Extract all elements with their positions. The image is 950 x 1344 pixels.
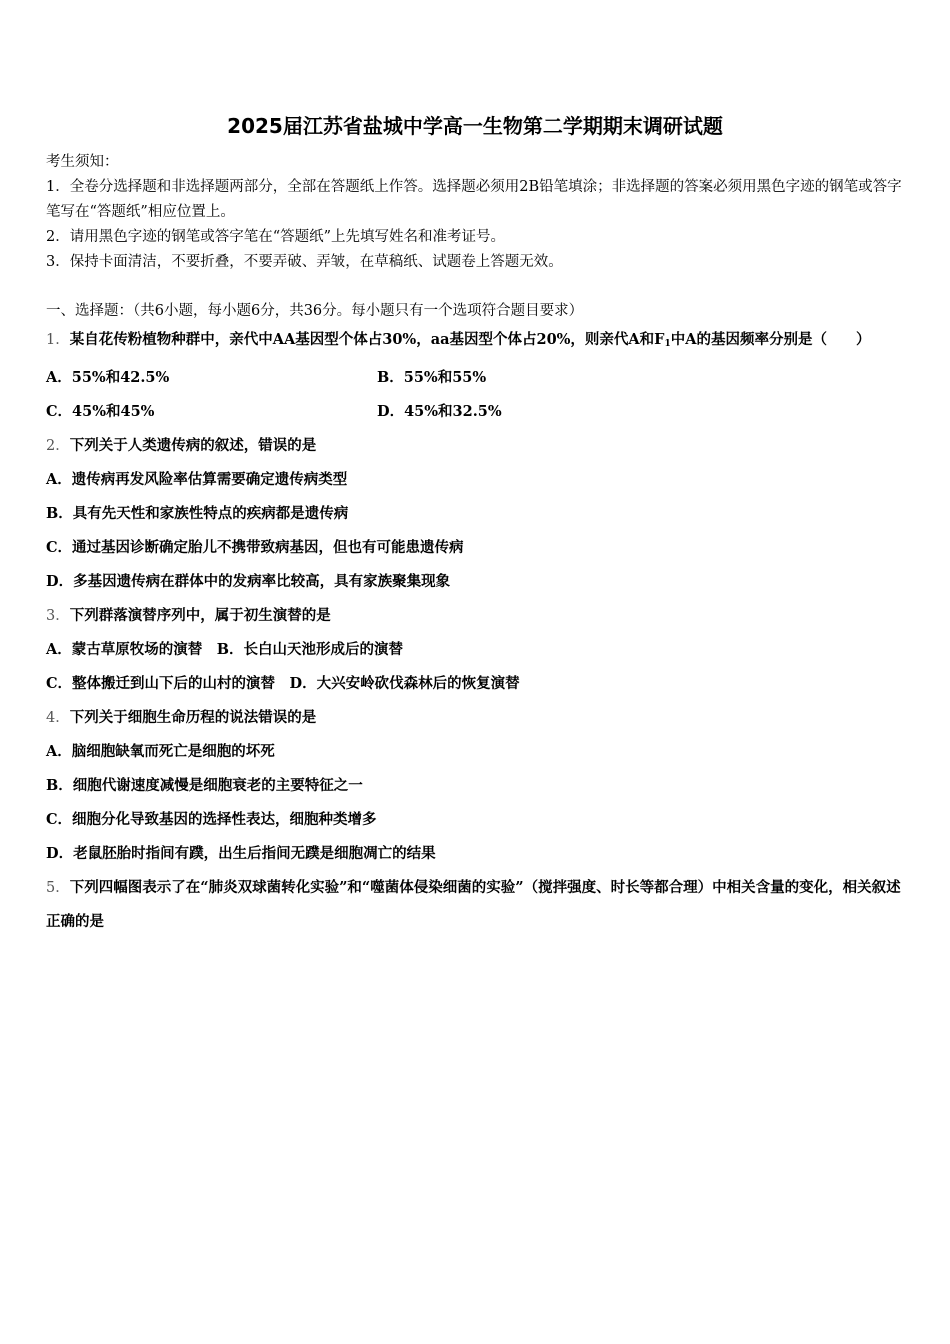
question-text: 下列四幅图表示了在“肺炎双球菌转化实验”和“噬菌体侵染细菌的实验”（搅拌强度、时长等都合理）中相关含量的变化，相关叙述正确的是 <box>46 879 901 930</box>
question-4-stem <box>46 701 908 735</box>
exam-notice <box>46 150 908 275</box>
option-d[interactable]: D．老鼠胚胎时指间有蹼，出生后指间无蹼是细胞凋亡的结果 <box>46 845 436 862</box>
option-b[interactable]: B．55%和55% <box>377 369 487 386</box>
option-d[interactable]: D．多基因遗传病在群体中的发病率比较高，具有家族聚集现象 <box>46 573 451 590</box>
question-text: 某自花传粉植物种群中，亲代中AA基因型个体占30%，aa基因型个体占20%，则亲代A和$F_1$中A的基因频率分别是（ ） <box>69 331 871 349</box>
option-c[interactable]: C．通过基因诊断确定胎儿不携带致病基因，但也有可能患遗传病 <box>46 539 464 556</box>
option-row-cd[interactable]: C．整体搬迁到山下后的山村的演替 D．大兴安岭砍伐森林后的恢复演替 <box>46 675 520 692</box>
option-row <box>46 395 908 429</box>
question-number: 1． <box>46 332 70 348</box>
question-5-stem <box>46 871 908 939</box>
option-c[interactable]: C．细胞分化导致基因的选择性表达，细胞种类增多 <box>46 811 377 828</box>
option-a[interactable]: A．55%和42.5% <box>46 369 170 386</box>
notice-item: 2．请用黑色字迹的钢笔或答字笔在“答题纸”上先填写姓名和准考证号。 <box>46 229 506 245</box>
option-row-ab[interactable]: A．蒙古草原牧场的演替 B．长白山天池形成后的演替 <box>46 641 404 658</box>
option-row <box>46 361 908 395</box>
question-number: 3． <box>46 608 70 624</box>
question-text: 下列关于细胞生命历程的说法错误的是 <box>69 709 317 726</box>
option-c[interactable]: C．45%和45% <box>46 403 155 420</box>
question-2-stem <box>46 429 908 463</box>
option-a[interactable]: A．遗传病再发风险率估算需要确定遗传病类型 <box>46 471 348 488</box>
notice-heading: 考生须知： <box>46 154 119 170</box>
question-text: 下列群落演替序列中，属于初生演替的是 <box>69 607 331 624</box>
question-number: 4． <box>46 710 70 726</box>
option-b[interactable]: B．细胞代谢速度减慢是细胞衰老的主要特征之一 <box>46 777 363 794</box>
page-title: 2025届江苏省盐城中学高一生物第二学期期末调研试题 <box>227 114 723 138</box>
question-3-stem <box>46 599 908 633</box>
notice-item: 1．全卷分选择题和非选择题两部分，全部在答题纸上作答。选择题必须用2B铅笔填涂；非选择题的答案必须用黑色字迹的钢笔或答字笔写在“答题纸”相应位置上。 <box>46 179 902 220</box>
option-a[interactable]: A．脑细胞缺氧而死亡是细胞的坏死 <box>46 743 275 760</box>
question-number: 5． <box>46 880 70 896</box>
option-d[interactable]: D．45%和32.5% <box>377 403 502 420</box>
question-text: 下列关于人类遗传病的叙述，错误的是 <box>69 437 317 454</box>
question-number: 2． <box>46 438 70 454</box>
question-list <box>46 323 908 939</box>
question-1-stem <box>46 323 908 361</box>
section-heading: 一、选择题：（共6小题，每小题6分，共36分。每小题只有一个选项符合题目要求） <box>46 303 584 319</box>
notice-item: 3．保持卡面清洁，不要折叠，不要弄破、弄皱，在草稿纸、试题卷上答题无效。 <box>46 254 563 270</box>
option-b[interactable]: B．具有先天性和家族性特点的疾病都是遗传病 <box>46 505 349 522</box>
